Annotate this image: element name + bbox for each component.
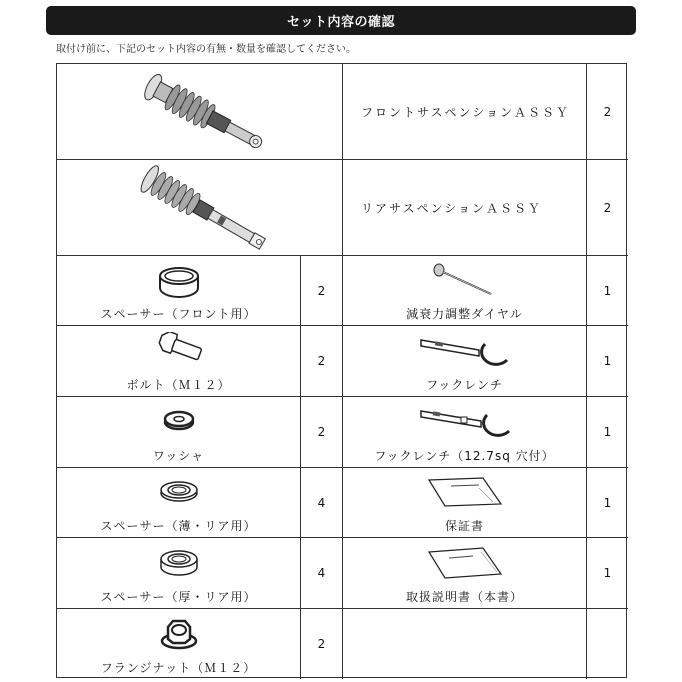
ring-spacer-icon — [157, 266, 201, 300]
damping-dial-qty-cell — [587, 256, 628, 326]
washer-cell — [57, 397, 301, 468]
item-qty: 1 — [603, 566, 612, 580]
spacer-front-cell — [57, 256, 301, 326]
item-name: スペーサー（厚・リア用） — [100, 590, 257, 604]
front-suspension-icon — [125, 68, 275, 156]
item-qty: 1 — [603, 495, 612, 510]
header-bar — [46, 6, 636, 35]
thick-spacer-icon — [158, 548, 200, 578]
rear-suspension-icon — [120, 164, 280, 252]
hook-wrench-square-icon — [415, 401, 515, 439]
page-title: セット内容の確認 — [286, 15, 395, 30]
item-name: フックレンチ（12.7sq 穴付） — [374, 449, 555, 463]
item-name: フランジナット（Ｍ１２） — [100, 661, 257, 675]
item-qty: 2 — [317, 283, 326, 298]
item-qty: 4 — [317, 566, 326, 580]
washer-qty-cell — [301, 397, 343, 468]
hook-wrench-qty-cell — [587, 326, 628, 397]
item-qty: 1 — [603, 354, 612, 368]
instruction-text: 取付け前に、下記のセット内容の有無・数量を確認してください。 — [56, 44, 356, 55]
flange-nut-cell — [57, 609, 301, 679]
rear-suspension-qty-cell — [587, 160, 628, 256]
item-qty: 2 — [317, 425, 326, 439]
item-name: フロントサスペンションＡＳＳＹ — [361, 105, 570, 119]
manual-cell — [343, 538, 587, 609]
hook-wrench-cell — [343, 326, 587, 397]
spacer-front-qty-cell — [301, 256, 343, 326]
item-qty: 2 — [317, 354, 326, 368]
bolt-qty-cell — [301, 326, 343, 397]
hook-wrench-square-cell — [343, 397, 587, 468]
manual-icon — [423, 544, 507, 580]
bolt-cell — [57, 326, 301, 397]
item-name: スペーサー（薄・リア用） — [100, 519, 257, 533]
item-name: 取扱説明書（本書） — [405, 590, 523, 604]
washer-icon — [163, 409, 195, 431]
warranty-cell — [343, 468, 587, 538]
dial-rod-icon — [425, 260, 505, 300]
item-qty: 4 — [317, 495, 326, 510]
hook-wrench-icon — [415, 332, 515, 366]
empty-qty-cell — [587, 609, 628, 679]
item-name: スペーサー（フロント用） — [100, 307, 257, 321]
front-suspension-image-cell — [57, 64, 343, 160]
item-name: 保証書 — [444, 519, 484, 533]
item-qty: 2 — [603, 200, 612, 215]
item-qty: 1 — [603, 283, 612, 298]
item-name: 減衰力調整ダイヤル — [406, 307, 523, 321]
front-suspension-name-cell — [343, 64, 587, 160]
warranty-qty-cell — [587, 468, 628, 538]
spacer-rear-thick-qty-cell — [301, 538, 343, 609]
rear-suspension-image-cell — [57, 160, 343, 256]
item-name: リアサスペンションＡＳＳＹ — [361, 201, 542, 215]
flange-nut-icon — [159, 617, 199, 651]
spacer-rear-thin-qty-cell — [301, 468, 343, 538]
rear-suspension-name-cell — [343, 160, 587, 256]
item-qty: 2 — [603, 104, 612, 119]
contents-table — [56, 63, 627, 678]
item-name: ワッシャ — [152, 449, 205, 463]
item-qty: 2 — [317, 637, 326, 651]
front-suspension-qty-cell — [587, 64, 628, 160]
spacer-rear-thick-cell — [57, 538, 301, 609]
item-name: ボルト（Ｍ１２） — [126, 378, 231, 392]
spacer-rear-thin-cell — [57, 468, 301, 538]
manual-qty-cell — [587, 538, 628, 609]
flange-nut-qty-cell — [301, 609, 343, 679]
damping-dial-cell — [343, 256, 587, 326]
thin-spacer-icon — [158, 478, 200, 504]
empty-cell — [343, 609, 587, 679]
item-name: フックレンチ — [426, 378, 503, 392]
hook-wrench-square-qty-cell — [587, 397, 628, 468]
item-qty: 1 — [603, 425, 612, 439]
document-icon — [423, 474, 507, 508]
hex-bolt-icon — [152, 332, 206, 368]
